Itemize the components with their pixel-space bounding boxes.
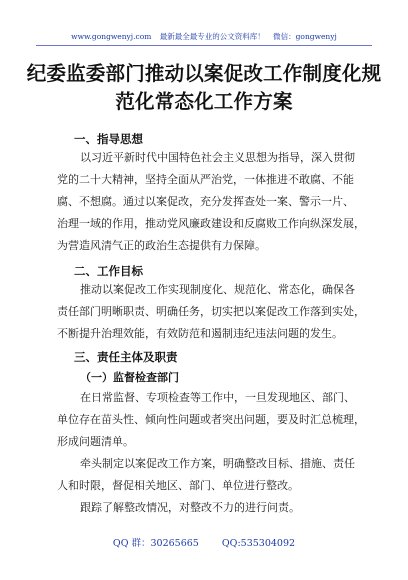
title-line-2: 范化常态化工作方案 <box>115 90 293 113</box>
header-slogan: 最新最全最专业的公文资料库！ <box>159 32 265 41</box>
paragraph-line: 为营造风清气正的政治生态提供有力保障。 <box>57 239 266 252</box>
header-wechat: 微信：gongwenyj <box>273 32 337 41</box>
paragraph-line: 不断提升治理效能，有效防范和遏制违纪违法问题的发生。 <box>57 327 343 340</box>
footer-qq: QQ:535304092 <box>221 538 296 549</box>
paragraph-line: 人和时限，督促相关地区、部门、单位进行整改。 <box>57 479 299 492</box>
paragraph-line: 以习近平新时代中国特色社会主义思想为指导，深入贯彻 <box>80 151 355 164</box>
footer-qq-group: QQ 群：30265665 <box>112 538 199 549</box>
paragraph-line: 形成问题清单。 <box>57 435 134 448</box>
section-heading-guiding-thought: 一、指导思想 <box>74 132 143 146</box>
subsection-heading-supervision-dept: （一）监督检查部门 <box>80 371 179 384</box>
paragraph-line: 腐、不想腐。通过以案促改，充分发挥查处一案、警示一片、 <box>57 195 354 208</box>
paragraph-line: 跟踪了解整改情况，对整改不力的进行问责。 <box>80 501 300 514</box>
header-divider <box>36 45 372 46</box>
paragraph-line: 党的二十大精神，坚持全面从严治党，一体推进不敢腐、不能 <box>57 173 354 186</box>
page-header <box>0 31 408 42</box>
paragraph-line: 牵头制定以案促改工作方案，明确整改目标、措施、责任 <box>80 457 355 470</box>
page-footer <box>0 535 408 549</box>
paragraph-line: 责任部门明晰职责、明确任务，切实把以案促改工作落到实处， <box>57 305 365 318</box>
paragraph-line: 在日常监督、专项检查等工作中，一旦发现地区、部门、 <box>80 391 355 404</box>
section-heading-work-goals: 二、工作目标 <box>74 264 143 278</box>
title-line-1: 纪委监委部门推动以案促改工作制度化规 <box>26 62 382 85</box>
paragraph-line: 推动以案促改工作实现制度化、规范化、常态化，确保各 <box>80 283 355 296</box>
section-heading-responsibilities: 三、责任主体及职责 <box>74 350 178 364</box>
paragraph-line: 治理一域的作用，推动党风廉政建设和反腐败工作向纵深发展， <box>57 217 365 230</box>
document-title <box>0 60 408 116</box>
paragraph-line: 单位存在苗头性、倾向性问题或者突出问题，要及时汇总梳理， <box>57 413 365 426</box>
header-website-link[interactable]: www.gongwenyj.com <box>71 32 152 41</box>
